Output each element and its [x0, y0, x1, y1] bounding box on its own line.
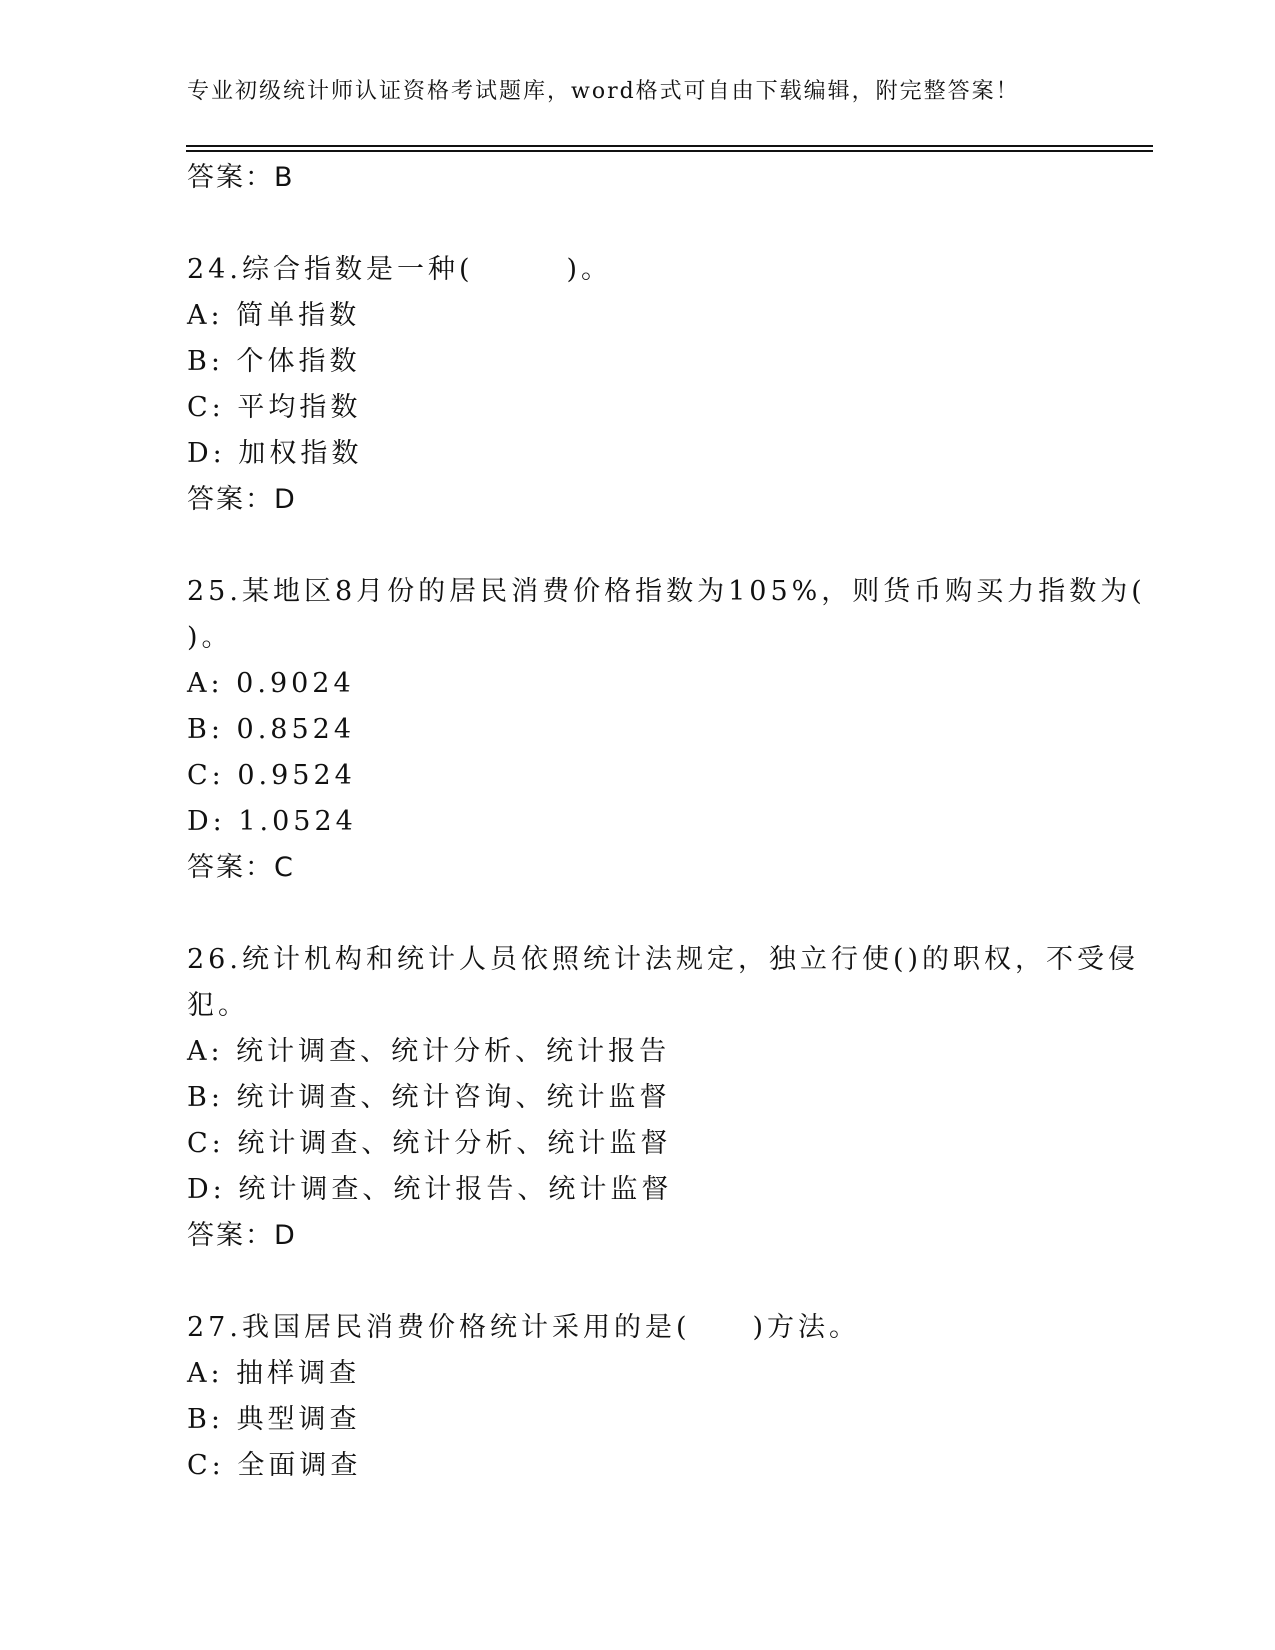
option-a: A: 抽样调查 [187, 1358, 361, 1389]
option-b: B: 统计调查、统计咨询、统计监督 [187, 1082, 671, 1113]
question-27 [187, 1305, 1087, 1489]
option-a: A: 统计调查、统计分析、统计报告 [187, 1036, 671, 1067]
option-d: D: 统计调查、统计报告、统计监督 [187, 1174, 673, 1205]
option-b: B: 0.8524 [187, 714, 355, 745]
spacer [187, 523, 1087, 569]
answer-line: 答案：D [187, 1220, 297, 1251]
question-text: 27.我国居民消费价格统计采用的是( )方法。 [187, 1312, 861, 1343]
question-text: 25.某地区8月份的居民消费价格指数为105%，则货币购买力指数为( [187, 576, 1146, 607]
answer-line: 答案：C [187, 852, 295, 883]
question-text-continued: )。 [187, 622, 233, 653]
answer-line: 答案：B [187, 162, 295, 193]
option-a: A: 简单指数 [187, 300, 361, 331]
spacer [187, 1259, 1087, 1305]
question-text: 26.统计机构和统计人员依照统计法规定，独立行使()的职权，不受侵 [187, 944, 1140, 975]
option-b: B: 典型调查 [187, 1404, 361, 1435]
option-b: B: 个体指数 [187, 346, 361, 377]
header-rule-top [186, 145, 1153, 147]
document-content [187, 155, 1146, 1489]
option-d: D: 加权指数 [187, 438, 363, 469]
header-rule-bottom [186, 150, 1153, 152]
question-text-continued: 犯。 [187, 990, 249, 1021]
option-c: C: 0.9524 [187, 760, 356, 791]
option-d: D: 1.0524 [187, 806, 357, 837]
page-header: 专业初级统计师认证资格考试题库，word格式可自由下载编辑，附完整答案！ [187, 79, 1020, 104]
spacer [187, 891, 1087, 937]
option-c: C: 平均指数 [187, 392, 362, 423]
spacer [187, 201, 1087, 247]
question-26 [187, 937, 1140, 1259]
option-a: A: 0.9024 [187, 668, 355, 699]
question-24 [187, 247, 1087, 523]
question-25 [187, 569, 1146, 891]
answer-line: 答案：D [187, 484, 297, 515]
option-c: C: 统计调查、统计分析、统计监督 [187, 1128, 672, 1159]
option-c: C: 全面调查 [187, 1450, 362, 1481]
question-text: 24.综合指数是一种( )。 [187, 254, 613, 285]
